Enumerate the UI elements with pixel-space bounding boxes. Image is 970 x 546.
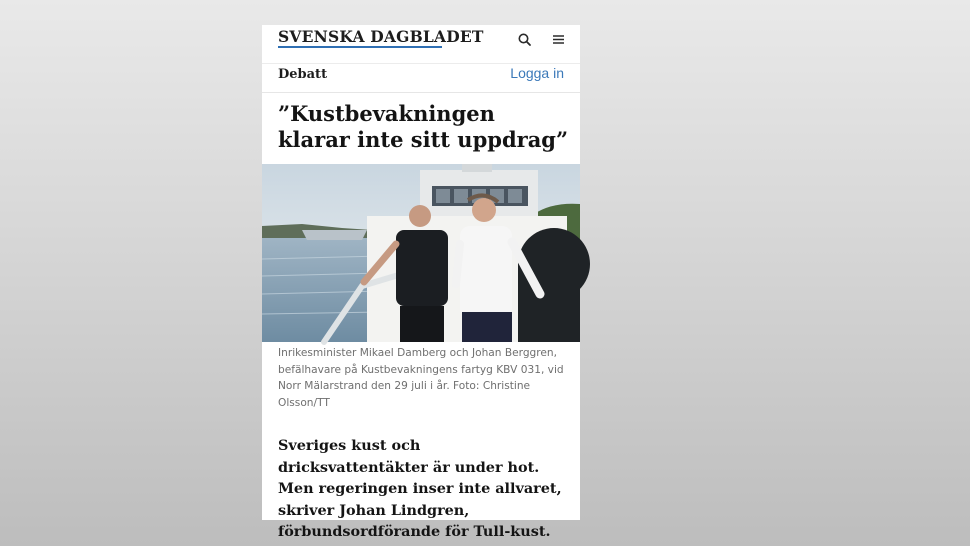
section-label[interactable]: Debatt: [278, 67, 328, 82]
section-bar: [262, 63, 580, 93]
article-photo: [262, 164, 580, 342]
hamburger-menu-icon[interactable]: [550, 31, 568, 49]
search-icon[interactable]: [516, 31, 534, 49]
logo-underline: [278, 46, 442, 48]
login-link[interactable]: Logga in: [510, 65, 564, 81]
mobile-page: [262, 25, 580, 540]
photo-caption: Inrikesminister Mikael Damberg och Johan Berggren, befälhavare på Kustbevakningens fartyg KBV 031, vid Norr Mälarstrand den 29 juli i år. Foto: Christine Olsson/TT: [278, 347, 564, 409]
site-header: [262, 25, 580, 63]
article-ingress: Sveriges kust och dricksvattentäkter är under hot. Men regeringen inser inte allvaret, skriver Johan Lindgren, förbundsordförande för Tull-kust.: [278, 437, 562, 540]
site-logo[interactable]: SVENSKA DAGBLADET: [278, 27, 484, 46]
article-headline: ”Kustbevakningen klarar inte sitt uppdrag”: [278, 101, 569, 152]
